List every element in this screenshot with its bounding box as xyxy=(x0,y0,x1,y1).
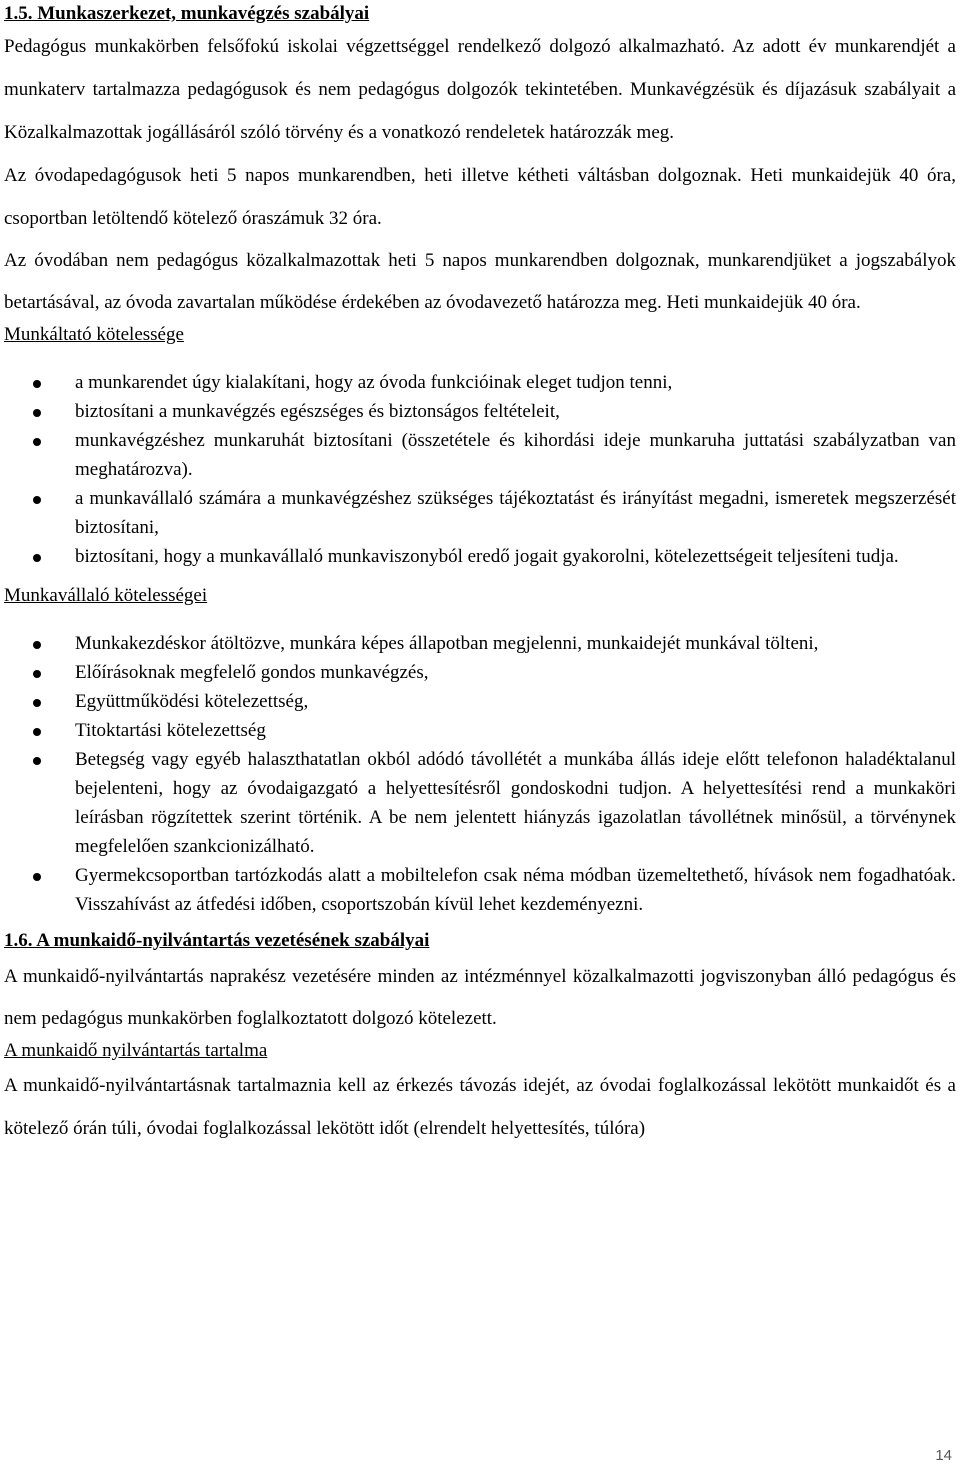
list-item: Munkakezdéskor átöltözve, munkára képes állapotban megjelenni, munkaidejét munkával tölteni, xyxy=(4,629,956,658)
bullet-icon xyxy=(33,873,41,881)
employer-duties-list xyxy=(4,368,956,571)
list-item: a munkarendet úgy kialakítani, hogy az óvoda funkcióinak eleget tudjon tenni, xyxy=(4,368,956,397)
bullet-icon xyxy=(33,728,41,736)
list-item: Betegség vagy egyéb halaszthatatlan okból adódó távollétét a munkába állás ideje előtt telefonon haladéktalanul bejelenteni, hogy az óvodaigazgató a helyettesítésről gondoskodni tudjon. A helyettesítési rend a munkaköri leírásban rögzítettek szerint történik. A be nem jelentett hiányzás igazolatlan távollétnek minősül, a törvénynek megfelelően szankcionizálható. xyxy=(4,745,956,861)
list-item: Előírásoknak megfelelő gondos munkavégzés, xyxy=(4,658,956,687)
section-1-6-title: 1.6. A munkaidő-nyilvántartás vezetésének szabályai xyxy=(4,930,430,951)
employee-duties-list xyxy=(4,629,956,919)
paragraph-timesheet-obligation: A munkaidő-nyilvántartás naprakész vezetésére minden az intézménnyel közalkalmazotti jogviszonyban álló pedagógus és nem pedagógus munkakörben foglalkoztatott dolgozó kötelezett. xyxy=(4,966,956,1029)
bullet-icon xyxy=(33,757,41,765)
list-item: biztosítani, hogy a munkavállaló munkaviszonyból eredő jogait gyakorolni, kötelezettségeit teljesíteni tudja. xyxy=(4,542,956,571)
paragraph-staff-employment: Pedagógus munkakörben felsőfokú iskolai végzettséggel rendelkező dolgozó alkalmazható. Az adott év munkarendjét a munkaterv tartalmazza pedagógusok és nem pedagógus dolgozók tekintetében. Munkavégzésük és díjazásuk szabályait a Közalkalmazottak jogállásáról szóló törvény és a vonatkozó rendeletek határozzák meg. xyxy=(4,36,956,143)
document-page xyxy=(4,0,956,1150)
bullet-icon xyxy=(33,670,41,678)
bullet-icon xyxy=(33,409,41,417)
list-item: munkavégzéshez munkaruhát biztosítani (összetétele és kihordási ideje munkaruha juttatási szabályzatban van meghatározva). xyxy=(4,426,956,484)
section-1-5-title: 1.5. Munkaszerkezet, munkavégzés szabályai xyxy=(4,3,370,24)
bullet-icon xyxy=(33,380,41,388)
list-item: Titoktartási kötelezettség xyxy=(4,716,956,745)
bullet-icon xyxy=(33,641,41,649)
timesheet-content-heading: A munkaidő nyilvántartás tartalma xyxy=(4,1040,268,1061)
list-item: a munkavállaló számára a munkavégzéshez szükséges tájékoztatást és irányítást megadni, ismeretek megszerzését biztosítani, xyxy=(4,484,956,542)
bullet-icon xyxy=(33,699,41,707)
paragraph-non-teacher-schedule: Az óvodában nem pedagógus közalkalmazottak heti 5 napos munkarendben dolgoznak, munkarendjüket a jogszabályok betartásával, az óvoda zavartalan működése érdekében az óvodavezető határozza meg. Heti munkaidejük 40 óra. xyxy=(4,250,956,313)
bullet-icon xyxy=(33,554,41,562)
employer-duties-heading: Munkáltató kötelessége xyxy=(4,324,184,345)
paragraph-timesheet-content: A munkaidő-nyilvántartásnak tartalmaznia kell az érkezés távozás idejét, az óvodai foglalkozással lekötött munkaidőt és a kötelező órán túli, óvodai foglalkozással lekötött időt (elrendelt helyettesítés, túlóra) xyxy=(4,1075,956,1139)
employee-duties-heading: Munkavállaló kötelességei xyxy=(4,585,208,606)
bullet-icon xyxy=(33,438,41,446)
list-item: Együttműködési kötelezettség, xyxy=(4,687,956,716)
paragraph-teacher-schedule: Az óvodapedagógusok heti 5 napos munkarendben, heti illetve kétheti váltásban dolgoznak. Heti munkaidejük 40 óra, csoportban letöltendő kötelező óraszámuk 32 óra. xyxy=(4,165,956,229)
list-item: Gyermekcsoportban tartózkodás alatt a mobiltelefon csak néma módban üzemeltethető, hívások nem fogadhatóak. Visszahívást az átfedési időben, csoportszobán kívül lehet kezdeményezni. xyxy=(4,861,956,919)
list-item: biztosítani a munkavégzés egészséges és biztonságos feltételeit, xyxy=(4,397,956,426)
page-number: 14 xyxy=(935,1447,952,1464)
bullet-icon xyxy=(33,496,41,504)
